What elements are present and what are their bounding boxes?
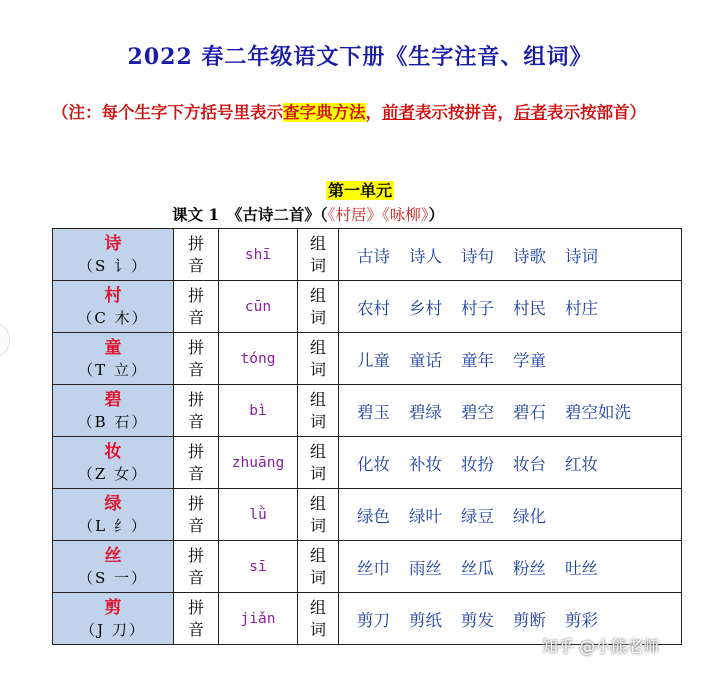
char-cell [53, 333, 174, 385]
char-cell [53, 541, 174, 593]
lesson-heading [172, 203, 444, 225]
word: 丝瓜 [461, 558, 494, 578]
zuci-label [298, 385, 339, 437]
word: 妆扮 [461, 454, 494, 474]
note-part3: 表示按拼音， [415, 103, 514, 122]
pinyin-label-text: 拼音 [188, 545, 205, 587]
pinyin-cell: cūn [219, 281, 298, 333]
pinyin-label [174, 541, 219, 593]
pinyin-label [174, 385, 219, 437]
words-cell [339, 281, 682, 333]
word: 剪纸 [409, 610, 442, 630]
watermark: 知乎 @小熊老师 [542, 637, 660, 656]
dictionary-index: （Z 女） [77, 464, 149, 483]
zuci-label [298, 229, 339, 281]
word: 诗歌 [513, 246, 546, 266]
word: 学童 [513, 350, 546, 370]
word: 农村 [357, 298, 390, 318]
word: 村子 [461, 298, 494, 318]
dictionary-index: （B 石） [77, 412, 149, 431]
zuci-label [298, 489, 339, 541]
word: 碧绿 [409, 402, 442, 422]
zuci-label [298, 333, 339, 385]
word: 绿色 [357, 506, 390, 526]
pinyin-cell: zhuāng [219, 437, 298, 489]
dictionary-index: （C 木） [77, 308, 149, 327]
dictionary-index: （L 纟） [78, 516, 148, 535]
word: 儿童 [357, 350, 390, 370]
word: 诗句 [461, 246, 494, 266]
word: 童话 [409, 350, 442, 370]
zuci-label [298, 281, 339, 333]
zuci-label-text: 组词 [310, 493, 327, 535]
table-row [53, 385, 682, 437]
char-cell [53, 489, 174, 541]
zuci-label-text: 组词 [310, 597, 327, 639]
character: 村 [104, 285, 122, 306]
word: 绿豆 [461, 506, 494, 526]
word: 村民 [513, 298, 546, 318]
word: 丝巾 [357, 558, 390, 578]
note-part4: 表示按部首） [547, 103, 646, 122]
character: 妆 [104, 441, 122, 462]
character: 诗 [104, 233, 122, 254]
unit-heading [0, 178, 720, 201]
pinyin-label [174, 281, 219, 333]
word: 剪断 [513, 610, 546, 630]
word: 碧石 [513, 402, 546, 422]
word: 古诗 [357, 246, 390, 266]
zuci-label-text: 组词 [310, 337, 327, 379]
pinyin-cell: sī [219, 541, 298, 593]
dictionary-index: （J 刀） [80, 620, 146, 639]
word: 绿化 [513, 506, 546, 526]
page-title: 2022 春二年级语文下册《生字注音、组词》 [127, 44, 593, 70]
words-cell [339, 437, 682, 489]
word: 粉丝 [513, 558, 546, 578]
note-part1: （注：每个生字下方括号里表示 [52, 103, 283, 122]
note-underline-2: 后者 [514, 103, 547, 122]
pinyin-label-text: 拼音 [188, 597, 205, 639]
pinyin-label [174, 593, 219, 645]
word: 乡村 [409, 298, 442, 318]
word: 村庄 [565, 298, 598, 318]
words-cell [339, 333, 682, 385]
word: 碧玉 [357, 402, 390, 422]
words-cell [339, 385, 682, 437]
word: 妆台 [513, 454, 546, 474]
words-cell [339, 489, 682, 541]
zuci-label [298, 437, 339, 489]
word: 诗词 [565, 246, 598, 266]
word: 补妆 [409, 454, 442, 474]
table-row [53, 489, 682, 541]
word: 碧空 [461, 402, 494, 422]
pinyin-cell: jiǎn [219, 593, 298, 645]
table-row [53, 229, 682, 281]
note-highlight: 查字典方法 [283, 103, 366, 122]
zuci-label-text: 组词 [310, 545, 327, 587]
lesson-prefix: 课文 1 《古诗二首》（ [172, 205, 328, 224]
char-cell [53, 229, 174, 281]
word: 碧空如洗 [565, 402, 631, 422]
zuci-label [298, 541, 339, 593]
word: 剪刀 [357, 610, 390, 630]
character: 绿 [104, 493, 122, 514]
character: 丝 [104, 545, 122, 566]
char-cell [53, 281, 174, 333]
pinyin-label [174, 489, 219, 541]
words-cell [339, 229, 682, 281]
zuci-label-text: 组词 [310, 389, 327, 431]
character: 童 [104, 337, 122, 358]
word: 红妆 [565, 454, 598, 474]
zuci-label-text: 组词 [310, 441, 327, 483]
char-cell [53, 385, 174, 437]
note-part2: ， [365, 103, 382, 122]
pinyin-cell: shī [219, 229, 298, 281]
note-underline-1: 前者 [382, 103, 415, 122]
character: 碧 [104, 389, 122, 410]
word: 剪彩 [565, 610, 598, 630]
pinyin-label [174, 437, 219, 489]
table-row [53, 333, 682, 385]
vocab-table [52, 228, 682, 645]
pinyin-cell: bì [219, 385, 298, 437]
unit-label: 第一单元 [327, 181, 392, 200]
pinyin-label-text: 拼音 [188, 493, 205, 535]
page-edge-handle [0, 324, 10, 356]
word: 童年 [461, 350, 494, 370]
vocab-table-body [53, 229, 682, 645]
pinyin-label-text: 拼音 [188, 441, 205, 483]
word: 吐丝 [565, 558, 598, 578]
words-cell [339, 541, 682, 593]
table-row [53, 541, 682, 593]
zuci-label-text: 组词 [310, 285, 327, 327]
note-paragraph [52, 100, 688, 126]
char-cell [53, 593, 174, 645]
word: 雨丝 [409, 558, 442, 578]
pinyin-label-text: 拼音 [188, 389, 205, 431]
char-cell [53, 437, 174, 489]
pinyin-label-text: 拼音 [188, 233, 205, 275]
dictionary-index: （S 一） [77, 568, 149, 587]
word: 诗人 [409, 246, 442, 266]
zuci-label-text: 组词 [310, 233, 327, 275]
pinyin-label-text: 拼音 [188, 337, 205, 379]
character: 剪 [104, 597, 122, 618]
pinyin-label [174, 333, 219, 385]
pinyin-label-text: 拼音 [188, 285, 205, 327]
zuci-label [298, 593, 339, 645]
word: 化妆 [357, 454, 390, 474]
table-row [53, 437, 682, 489]
pinyin-cell: tóng [219, 333, 298, 385]
word: 剪发 [461, 610, 494, 630]
dictionary-index: （S 讠） [77, 256, 149, 275]
word: 绿叶 [409, 506, 442, 526]
pinyin-cell: lǜ [219, 489, 298, 541]
pinyin-label [174, 229, 219, 281]
lesson-suffix: ） [428, 205, 444, 224]
table-row [53, 281, 682, 333]
dictionary-index: （T 立） [78, 360, 148, 379]
lesson-poems: 《村居》《咏柳》 [327, 206, 429, 224]
